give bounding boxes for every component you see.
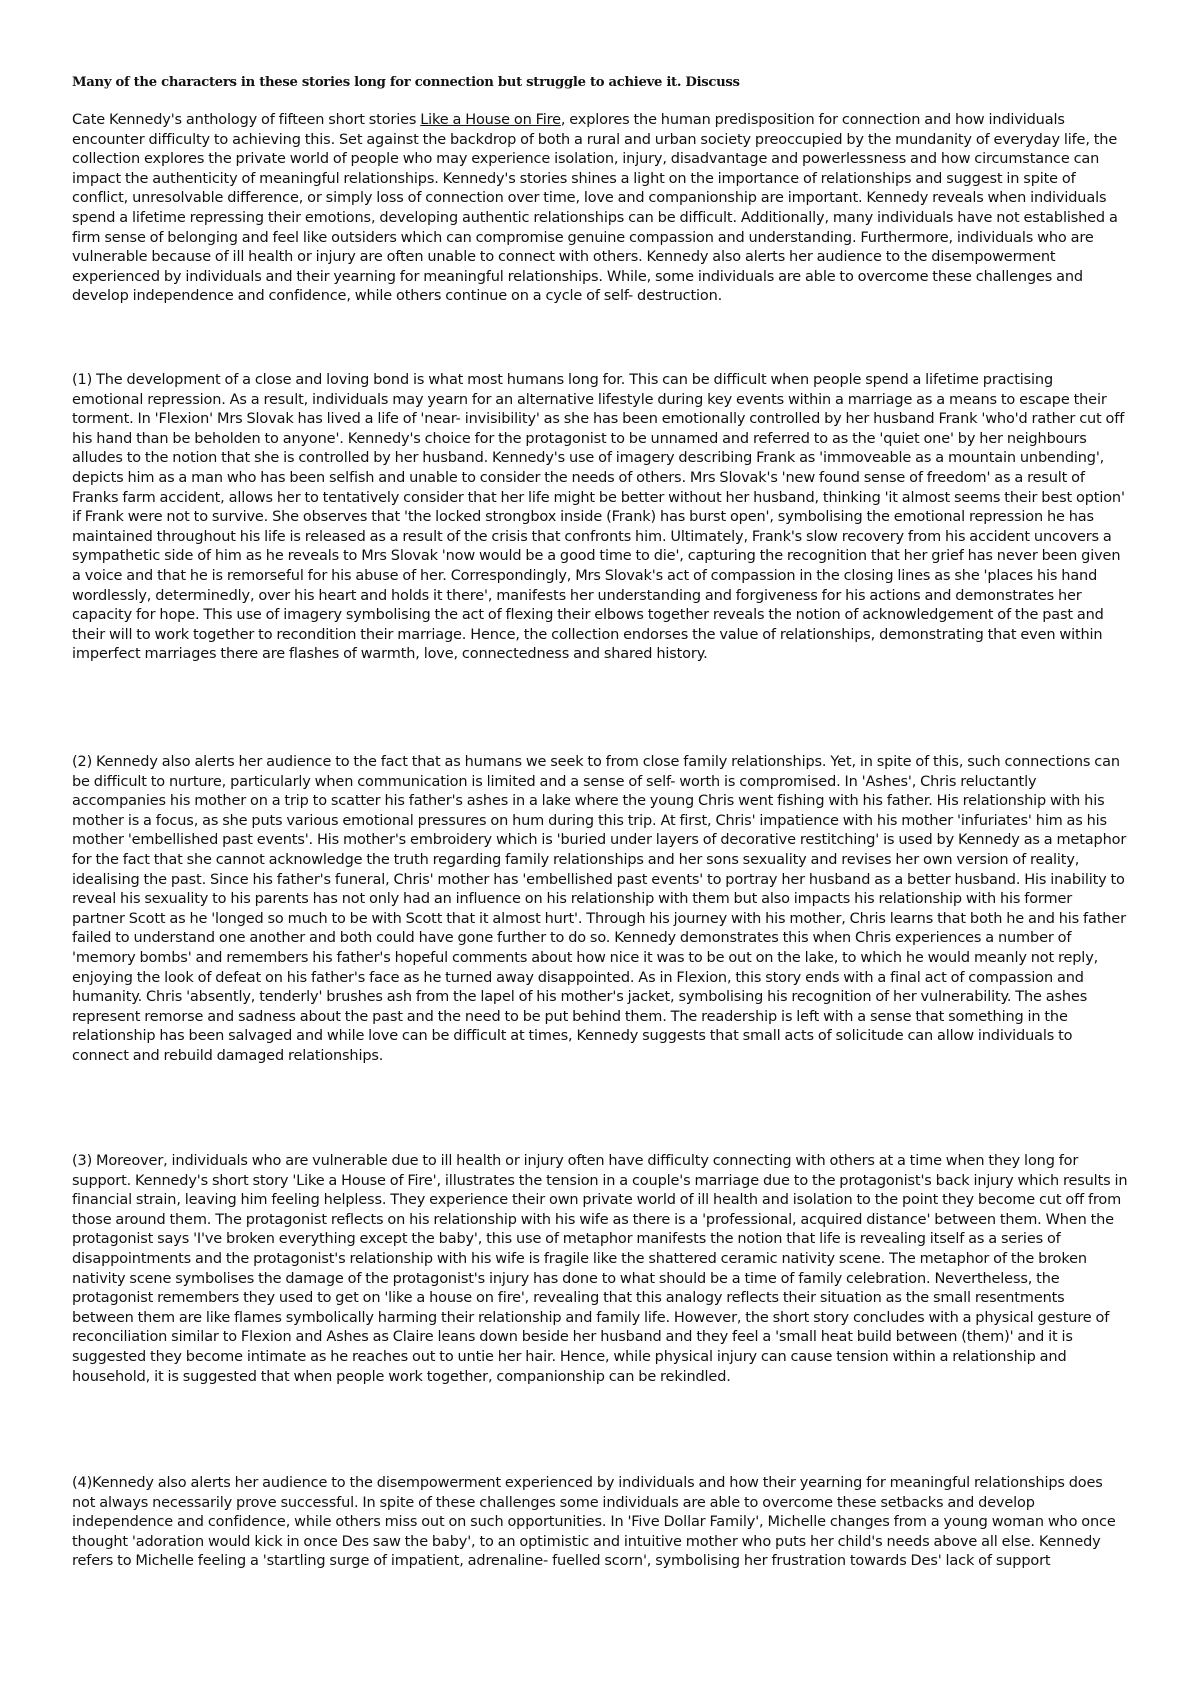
book-title: Like a House on Fire (420, 112, 561, 128)
body-paragraph-4: (4)Kennedy also alerts her audience to the disempowerment experienced by individuals and how their yearning for meaningful relationships does not always necessarily prove successful. In spite of these challenges some individuals are able to overcome these setbacks and develop independence and confidence, while others miss out on such opportunities. In 'Five Dollar Family', Michelle changes from a young woman who once thought 'adoration would kick in once Des saw the baby', to an optimistic and intuitive mother who puts her child's needs above all else. Kennedy refers to Michelle feeling a 'startling surge of impatient, adrenaline- fuelled scorn', symbolising her frustration towards Des' lack of support (72, 1475, 1116, 1570)
body-paragraph-1: (1) The development of a close and loving bond is what most humans long for. This can be difficult when people spend a lifetime practising emotional repression. As a result, individuals may yearn for an alternative lifestyle during key events within a marriage as a means to escape their torment. In 'Flexion' Mrs Slovak has lived a life of 'near- invisibility' as she has been emotionally controlled by her husband Frank 'who'd rather cut off his hand than be beholden to anyone'. Kennedy's choice for the protagonist to be unnamed and referred to as the 'quiet one' by her neighbours alludes to the notion that she is controlled by her husband. Kennedy's use of imagery describing Frank as 'immoveable as a mountain unbending', depicts him as a man who has been selfish and unable to consider the needs of others. Mrs Slovak's 'new found sense of freedom' as a result of Franks farm accident, allows her to tentatively consider that her life might be better without her husband, thinking 'it almost seems their best option' if Frank were not to survive. She observes that 'the locked strongbox inside (Frank) has burst open', symbolising the emotional repression he has maintained throughout his life is released as a result of the crisis that confronts him. Ultimately, Frank's slow recovery from his accident uncovers a sympathetic side of him as he reveals to Mrs Slovak 'now would be a good time to die', capturing the recognition that her grief has never been given a voice and that he is remorseful for his abuse of her. Correspondingly, Mrs Slovak's act of compassion in the closing lines as she 'places his hand wordlessly, determinedly, over his heart and holds it there', manifests her understanding and forgiveness for his actions and demonstrates her capacity for hope. This use of imagery symbolising the act of flexing their elbows together reveals the notion of acknowledgement of the past and their will to work together to recondition their marriage. Hence, the collection endorses the value of relationships, demonstrating that even within imperfect marriages there are flashes of warmth, love, connectedness and shared history. (72, 372, 1125, 663)
body-paragraph-2: (2) Kennedy also alerts her audience to the fact that as humans we seek to from close family relationships. Yet, in spite of this, such connections can be difficult to nurture, particularly when communication is limited and a sense of self- worth is compromised. In 'Ashes', Chris reluctantly accompanies his mother on a trip to scatter his father's ashes in a lake where the young Chris went fishing with his father. His relationship with his mother is a focus, as she puts various emotional pressures on hum during this trip. At first, Chris' impatience with his mother 'infuriates' him as his mother 'embellished past events'. His mother's embroidery which is 'buried under layers of decorative restitching' is used by Kennedy as a metaphor for the fact that she cannot acknowledge the truth regarding family relationships and her sons sexuality and revises her own version of reality, idealising the past. Since his father's funeral, Chris' mother has 'embellished past events' to portray her husband as a better husband. His inability to reveal his sexuality to his parents has not only had an influence on his relationship with them but also impacts his relationship with his former partner Scott as he 'longed so much to be with Scott that it almost hurt'. Through his journey with his mother, Chris learns that both he and his father failed to understand one another and both could have gone further to do so. Kennedy demonstrates this when Chris experiences a number of 'memory bombs' and remembers his father's hopeful comments about how nice it was to be out on the lake, to which he would meanly not reply, enjoying the look of defeat on his father's face as he turned away disappointed. As in Flexion, this story ends with a final act of compassion and humanity. Chris 'absently, tenderly' brushes ash from the lapel of his mother's jacket, symbolising his recognition of her vulnerability. The ashes represent remorse and sadness about the past and the need to be put behind them. The readership is left with a sense that something in the relationship has been salvaged and while love can be difficult at times, Kennedy suggests that small acts of solicitude can allow individuals to connect and rebuild damaged relationships. (72, 754, 1127, 1064)
intro-text-start: Cate Kennedy's anthology of fifteen short stories (72, 112, 421, 128)
intro-text-end: , explores the human predisposition for connection and how individuals encounter difficulty to achieving this. Set against the backdrop of both a rural and urban society preoccupied by the mundanity of everyday life, the collection explores the private world of people who may experience isolation, injury, disadvantage and powerlessness and how circumstance can impact the authenticity of meaningful relationships. Kennedy's stories shines a light on the importance of relationships and suggest in spite of conflict, unresolvable difference, or simply loss of connection over time, love and companionship are important. Kennedy reveals when individuals spend a lifetime repressing their emotions, developing authentic relationships can be difficult. Additionally, many individuals have not established a firm sense of belonging and feel like outsiders which can compromise genuine compassion and understanding. Furthermore, individuals who are vulnerable because of ill health or injury are often unable to connect with others. Kennedy also alerts her audience to the disempowerment experienced by individuals and their yearning for meaningful relationships. While, some individuals are able to overcome these challenges and develop independence and confidence, while others continue on a cycle of self- destruction. (72, 112, 1118, 305)
intro-paragraph (72, 111, 1128, 307)
essay-question-title: Many of the characters in these stories long for connection but struggle to achieve it. Discuss (72, 75, 740, 90)
body-paragraph-3: (3) Moreover, individuals who are vulnerable due to ill health or injury often have difficulty connecting with others at a time when they long for support. Kennedy's short story 'Like a House of Fire', illustrates the tension in a couple's marriage due to the protagonist's back injury which results in financial strain, leaving him feeling helpless. They experience their own private world of ill health and isolation to the point they become cut off from those around them. The protagonist reflects on his relationship with his wife as there is a 'professional, acquired distance' between them. When the protagonist says 'I've broken everything except the baby', this use of metaphor manifests the notion that life is revealing itself as a series of disappointments and the protagonist's relationship with his wife is fragile like the shattered ceramic nativity scene. The metaphor of the broken nativity scene symbolises the damage of the protagonist's injury has done to what should be a time of family celebration. Nevertheless, the protagonist remembers they used to get on 'like a house on fire', revealing that this analogy reflects their situation as the small resentments between them are like flames symbolically harming their relationship and family life. However, the short story concludes with a physical gesture of reconciliation similar to Flexion and Ashes as Claire leans down beside her husband and they feel a 'small heat build between (them)' and it is suggested they become intimate as he reaches out to untie her hair. Hence, while physical injury can cause tension within a relationship and household, it is suggested that when people work together, companionship can be rekindled. (72, 1153, 1128, 1385)
